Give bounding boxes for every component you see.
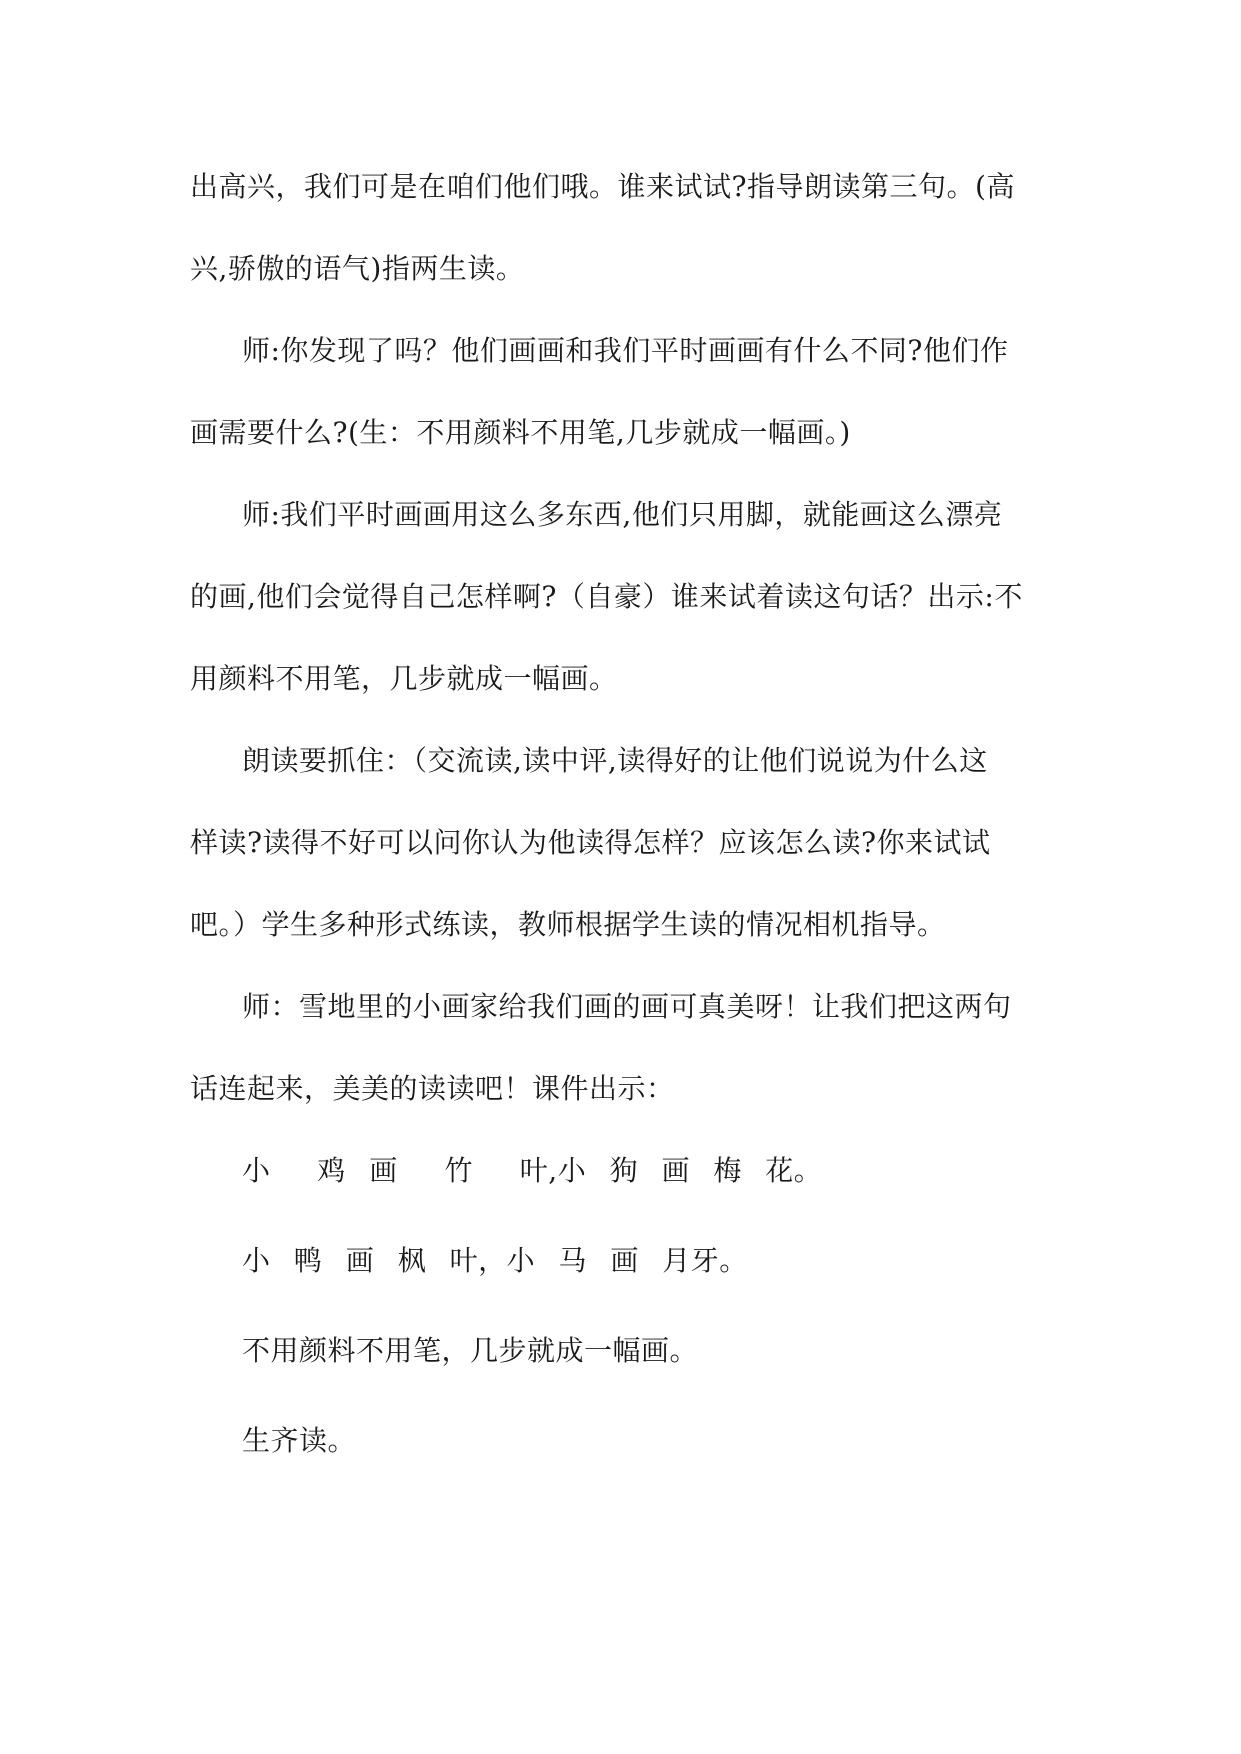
paragraph-2-line-2: 画需要什么?(生：不用颜料不用笔,几步就成一幅画。) xyxy=(190,416,851,449)
paragraph-3-line-3: 用颜料不用笔，几步就成一幅画。 xyxy=(190,662,618,695)
paragraph-4-line-1: 朗读要抓住：（交流读,读中评,读得好的让他们说说为什么这 xyxy=(242,744,988,777)
poem-line-3: 不用颜料不用笔，几步就成一幅画。 xyxy=(242,1334,699,1367)
paragraph-4-line-2: 样读?读得不好可以问你认为他读得怎样？应该怎么读?你来试试 xyxy=(190,826,991,859)
poem-line-1: 小 鸡 画 竹 叶,小 狗 画 梅 花。 xyxy=(242,1154,823,1187)
paragraph-3-line-2: 的画,他们会觉得自己怎样啊?（自豪）谁来试着读这句话？出示:不 xyxy=(190,580,1023,613)
poem-line-2: 小 鸭 画 枫 叶，小 马 画 月牙。 xyxy=(242,1244,748,1277)
paragraph-5-line-1: 师：雪地里的小画家给我们画的画可真美呀！让我们把这两句 xyxy=(242,990,1012,1023)
paragraph-1-line-1: 出高兴，我们可是在咱们他们哦。谁来试试?指导朗读第三句。(高 xyxy=(190,170,1015,203)
paragraph-1-line-2: 兴,骄傲的语气)指两生读。 xyxy=(190,252,525,285)
paragraph-4-line-3: 吧。）学生多种形式练读，教师根据学生读的情况相机指导。 xyxy=(190,908,946,941)
paragraph-2-line-1: 师:你发现了吗？他们画画和我们平时画画有什么不同?他们作 xyxy=(242,334,1009,367)
paragraph-5-line-2: 话连起来，美美的读读吧！课件出示： xyxy=(190,1072,675,1105)
closing-line: 生齐读。 xyxy=(242,1424,357,1457)
paragraph-3-line-1: 师:我们平时画画用这么多东西,他们只用脚，就能画这么漂亮 xyxy=(242,498,1003,531)
